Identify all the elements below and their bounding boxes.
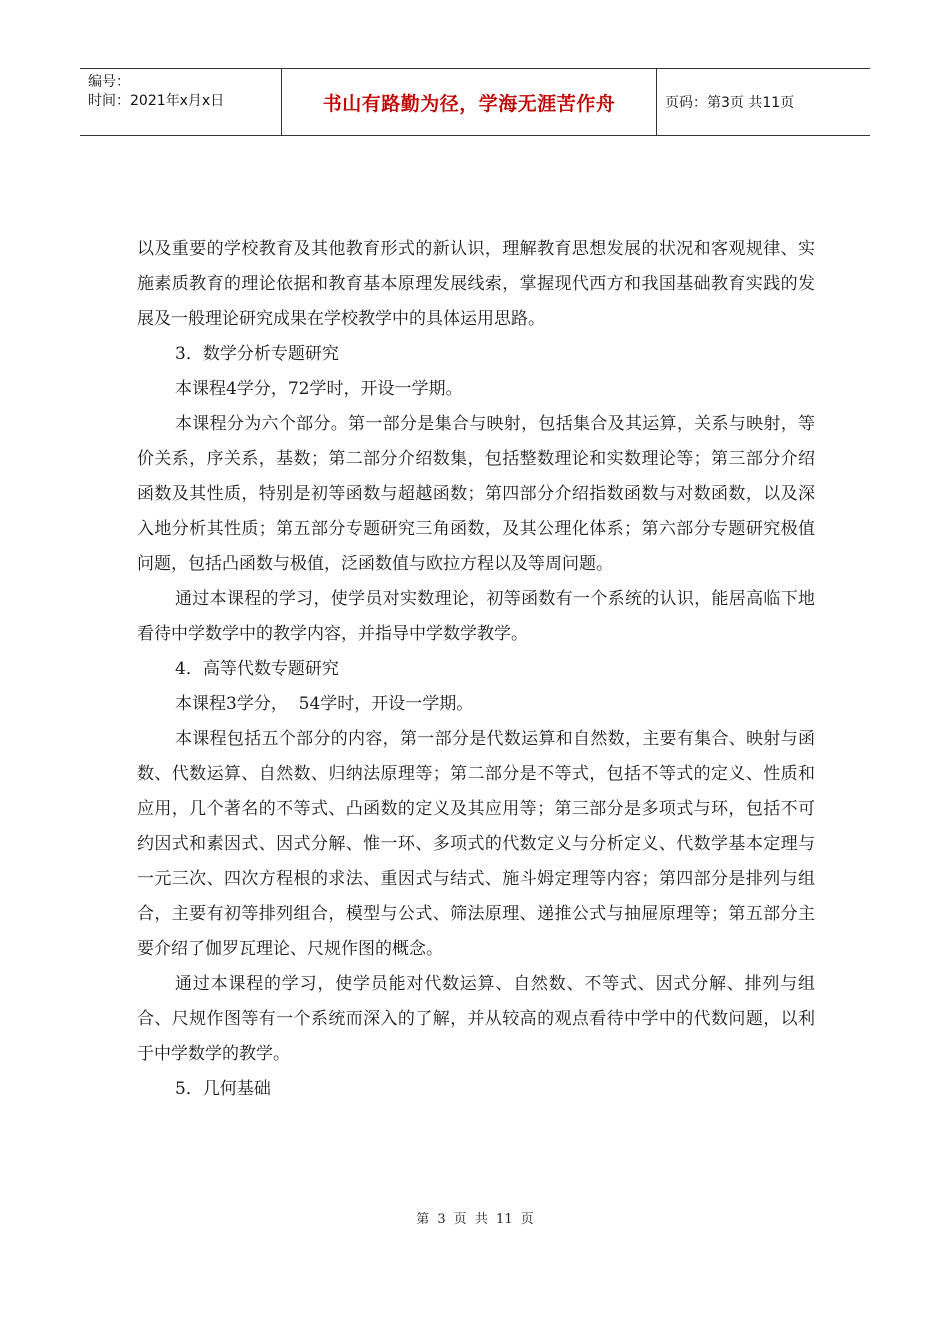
course-goal-3: 通过本课程的学习，使学员对实数理论，初等函数有一个系统的认识，能居高临下地看待中学数学中的教学内容，并指导中学数学教学。 xyxy=(137,589,815,644)
course-goal-4: 通过本课程的学习，使学员能对代数运算、自然数、不等式、因式分解、排列与组合、尺规作图等有一个系统而深入的了解，并从较高的观点看待中学中的代数问题，以利于中学数学的教学。 xyxy=(137,974,815,1064)
page-footer xyxy=(0,1208,950,1227)
course-credits-3: 本课程4学分，72学时，开设一学期。 xyxy=(175,379,463,399)
document-body xyxy=(137,232,815,1107)
section-heading-4: 4．高等代数专题研究 xyxy=(175,659,339,679)
serial-number-label: 编号： xyxy=(88,74,130,90)
header-meta-cell xyxy=(80,69,282,135)
course-description-3: 本课程分为六个部分。第一部分是集合与映射，包括集合及其运算，关系与映射，等价关系，序关系，基数；第二部分介绍数集，包括整数理论和实数理论等；第三部分介绍函数及其性质，特别是初等函数与超越函数；第四部分介绍指数函数与对数函数，以及深入地分析其性质；第五部分专题研究三角函数，及其公理化体系；第六部分专题研究极值问题，包括凸函数与极值，泛函数值与欧拉方程以及等周问题。 xyxy=(137,414,815,574)
footer-page-number: 第 3 页 共 11 页 xyxy=(416,1212,534,1227)
page-info-cell xyxy=(657,69,870,135)
course-credits-4: 本课程3学分， 54学时，开设一学期。 xyxy=(175,694,474,714)
section-heading-3: 3．数学分析专题研究 xyxy=(175,344,339,364)
page-info-text: 页码：第3页 共11页 xyxy=(665,95,795,111)
section-heading-5: 5．几何基础 xyxy=(175,1079,271,1099)
motto-cell xyxy=(282,69,657,135)
course-description-4: 本课程包括五个部分的内容，第一部分是代数运算和自然数，主要有集合、映射与函数、代数运算、自然数、归纳法原理等；第二部分是不等式，包括不等式的定义、性质和应用，几个著名的不等式、凸函数的定义及其应用等；第三部分是多项式与环，包括不可约因式和素因式、因式分解、惟一环、多项式的代数定义与分析定义、代数学基本定理与一元三次、四次方程根的求法、重因式与结式、施斗姆定理等内容；第四部分是排列与组合，主要有初等排列组合，模型与公式、筛法原理、递推公式与抽屉原理等；第五部分主要介绍了伽罗瓦理论、尺规作图的概念。 xyxy=(137,729,815,959)
motto-text: 书山有路勤为径，学海无涯苦作舟 xyxy=(322,92,616,115)
paragraph-continuation: 以及重要的学校教育及其他教育形式的新认识，理解教育思想发展的状况和客观规律、实施素质教育的理论依据和教育基本原理发展线索，掌握现代西方和我国基础教育实践的发展及一般理论研究成果在学校教学中的具体运用思路。 xyxy=(137,239,815,329)
document-header xyxy=(80,68,870,136)
date-label: 时间：2021年x月x日 xyxy=(88,93,225,109)
